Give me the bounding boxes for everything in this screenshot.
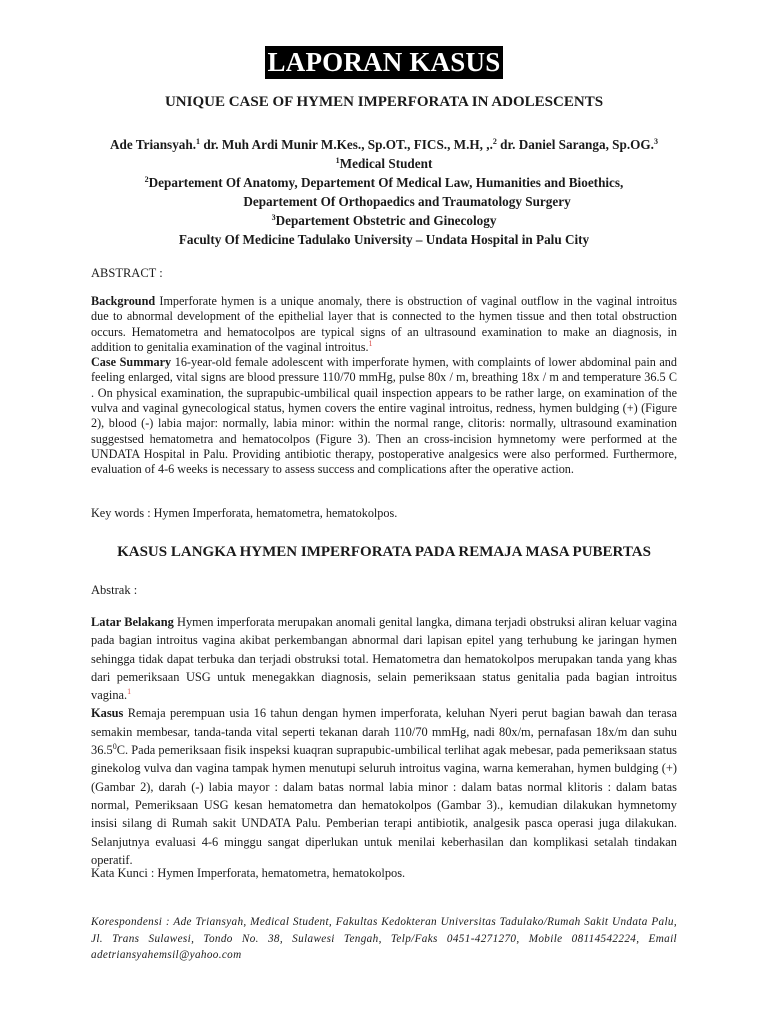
- latar-belakang-paragraph: [91, 613, 677, 704]
- kasus-label: Kasus: [91, 706, 124, 721]
- author-line: [0, 135, 768, 154]
- banner-text: LAPORAN KASUS: [265, 46, 504, 79]
- degree-marker: 0: [112, 742, 117, 752]
- background-text: Imperforate hymen is a unique anomaly, there is obstruction of vaginal outflow in the vaginal introitus due to abnormal development of the epithelial layer that is connected to the hymen tissue and then total obstruction occurs. Hematometra and hematocolpos are typical signs of an ultrasound examination to make an diagnosis, in addition to genitalia examination of the vaginal introitus.: [91, 294, 677, 354]
- author-3: dr. Daniel Saranga, Sp.OG.: [496, 137, 654, 152]
- background-paragraph: [91, 294, 677, 355]
- background-label: Background: [91, 294, 156, 308]
- affiliation-2-marker: 2: [144, 175, 149, 184]
- abstract-en-body: [91, 294, 677, 478]
- reference-marker: 1: [368, 338, 373, 348]
- affiliation-2: [0, 173, 768, 192]
- case-summary-paragraph: [91, 355, 677, 477]
- abstrak-heading: Abstrak :: [91, 583, 138, 597]
- affiliation-1: [0, 154, 768, 173]
- abstract-heading: ABSTRACT :: [91, 266, 163, 280]
- kasus-text: Remaja perempuan usia 16 tahun dengan hymen imperforata, keluhan Nyeri perut bagian bawah dan terasa semakin membesar, tanda-tanda vital seperti tekanan darah 110/70 mmHg, nadi 80x/m, pernafasan 18x/m dan suhu 36.5: [91, 706, 677, 758]
- affiliation-3-marker: 3: [271, 213, 276, 222]
- affiliation-2-text: Departement Of Anatomy, Departement Of Medical Law, Humanities and Bioethics,: [148, 175, 624, 190]
- report-type-banner: [0, 46, 768, 79]
- author-1: Ade Triansyah.: [110, 137, 197, 152]
- affiliation-1-text: Medical Student: [339, 156, 433, 171]
- case-summary-label: Case Summary: [91, 355, 172, 370]
- reference-marker: 1: [127, 687, 132, 697]
- case-summary-text: 16-year-old female adolescent with imperforate hymen, with complaints of lower abdominal pain and feeling enlarged, vital signs are blood pressure 110/70 mmHg, pulse 80x / m, breathing 18x / m and temperature 36.5 C . On physical examination, the suprapubic-umbilical quail inspection appears to be rather large, on examination of the vulva and vaginal gynecological status, hymen covers the entire vaginal introitus, redness, hymen buldging (+) (Figure 2), blood (-) labia major: normally, labia minor: within the normal range, clitoris: normally, ultrasound examination suggestsed hematometra and hematocolpos (Figure 3). Then an cross-incision hymnetomy were performed at the UNDATA Hospital in Palu. Providing antibiotic therapy, postoperative analgesics were also performed. Furthermore, evaluation of 4-6 weeks is necessary to assess success and complications after the operative action.: [91, 355, 677, 477]
- affiliation-2-continued: Departement Of Orthopaedics and Traumatology Surgery: [243, 194, 571, 209]
- keywords-id: Kata Kunci : Hymen Imperforata, hematometra, hematokolpos.: [91, 866, 406, 880]
- latar-belakang-label: Latar Belakang: [91, 615, 174, 629]
- author-3-affiliation: 3: [653, 137, 658, 146]
- author-1-affiliation: 1: [196, 137, 201, 146]
- author-block: [0, 135, 768, 249]
- paper-title: UNIQUE CASE OF HYMEN IMPERFORATA IN ADOLESCENTS: [164, 94, 604, 110]
- affiliation-3: [0, 211, 768, 230]
- author-2: dr. Muh Ardi Munir M.Kes., Sp.OT., FICS., M.H, ,.: [200, 137, 493, 152]
- kasus-paragraph: [91, 704, 677, 869]
- author-2-affiliation: 2: [492, 137, 497, 146]
- correspondence-footer: Korespondensi : Ade Triansyah, Medical Student, Fakultas Kedokteran Universitas Tadulako/Rumah Sakit Undata Palu, Jl. Trans Sulawesi, Tondo No. 38, Sulawesi Tengah, Telp/Faks 0451-4271270, Mobile 08114542224, Email adetriansyahemsil@yahoo.com: [91, 916, 677, 962]
- abstract-id-body: [91, 613, 677, 869]
- keywords-en: Key words : Hymen Imperforata, hematometra, hematokolpos.: [91, 506, 398, 520]
- affiliation-1-marker: 1: [335, 156, 340, 165]
- kasus-text-continued: C. Pada pemeriksaan fisik inspeksi kuaqran suprapubic-umbilical terlihat agak mebesar, pada pemeriksaan status ginekolog vulva dan vagina tampak hymen menutupi seluruh introitus vagina, warna kemerahan, hymen buldging (+) (Gambar 2), darah (-) labia mayor : dalam batas normal labia minor : dalam batas normal klitoris : dalam batas normal, Pemeriksaan USG kesan hematometra dan hematokolpos (Gambar 3)., kemudian dilakukan hymnetomy insisi silang di Rumah sakit UNDATA Palu. Pemberian terapi antibiotik, analgesik pasca operasi juga dilakukan. Selanjutnya evaluasi 4-6 minggu sangat diperlukan untuk menilai keberhasilan dan komplikasi setalah tindakan operatif.: [91, 743, 677, 867]
- faculty-line: Faculty Of Medicine Tadulako University – Undata Hospital in Palu City: [178, 232, 590, 247]
- indonesian-title: KASUS LANGKA HYMEN IMPERFORATA PADA REMAJA MASA PUBERTAS: [117, 544, 651, 560]
- affiliation-3-text: Departement Obstetric and Ginecology: [275, 213, 497, 228]
- latar-belakang-text: Hymen imperforata merupakan anomali genital langka, dimana terjadi obstruksi aliran keluar vagina pada bagian introitus vagina akibat perkembangan abnormal dari lapisan epitel yang terhubung ke jaringan hymen sehingga tidak dapat terbuka dan terjadi obstruksi total. Hematometra dan hematokolpos merupakan tanda yang khas dari pemeriksaan USG untuk menegakkan diagnosis, selain pemeriksaan status genitalia pada bagian introitus vagina.: [91, 615, 677, 703]
